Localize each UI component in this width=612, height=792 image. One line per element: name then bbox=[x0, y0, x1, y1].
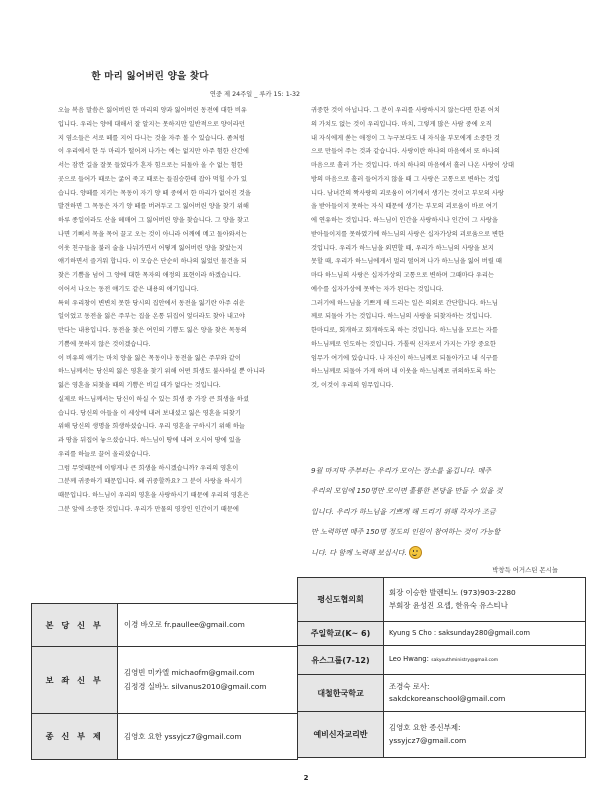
sermon-line: 얘기하면서 즐거워 합니다. 이 모습은 단순히 하나의 잃었던 물건을 되 bbox=[58, 258, 247, 266]
sermon-line: 하느님께로 되돌아 가게 하며 내 이웃을 하느님께로 귀의하도록 하는 bbox=[311, 368, 496, 376]
notice-line: 우리의 모임에 150명만 모이면 훌륭한 본당을 만들 수 있을 것 bbox=[311, 486, 503, 496]
sermon-line: 이어서 나오는 동전 얘기도 같은 내용의 얘기입니다. bbox=[58, 285, 199, 293]
sermon-line: 하루 종일이라도 산을 헤매여 그 잃어버린 양을 찾습니다. 그 양을 찾고 bbox=[58, 217, 249, 224]
notice-box bbox=[311, 457, 555, 566]
notice-line: 입니다. 우리가 하느님을 기쁘게 해 드리기 위해 각자가 조금 bbox=[311, 506, 496, 516]
sermon-line: 마음으로 흘러 가는 것입니다. 마치 하나의 마음에서 흘러 나온 사랑이 상대 bbox=[311, 162, 514, 169]
sermon-subtitle: 연중 제 24주일 _ 루카 15: 1-32 bbox=[209, 91, 300, 98]
contact-value bbox=[384, 646, 586, 675]
contact-value bbox=[384, 622, 586, 646]
sermon-line: 특히 우리창이 변변치 못한 당시의 집안에서 동전을 잃기란 아주 쉬운 bbox=[58, 299, 245, 307]
contact-line: 회장 이승한 발렌티노 (973)903-2280 bbox=[389, 588, 516, 597]
sermon-line: 오늘 복음 말씀은 잃어버린 한 마리의 양과 잃어버린 동전에 대한 비유 bbox=[58, 107, 247, 114]
ministry-contacts-table bbox=[297, 577, 586, 758]
contact-row-korean-school bbox=[298, 675, 586, 712]
contact-label: 본 당 신 부 bbox=[32, 604, 118, 647]
contact-line: sakyouthministry@gmail.com bbox=[431, 657, 499, 663]
contact-line: 부회장 윤성진 요셉, 한유숙 유스티나 bbox=[389, 600, 508, 610]
sermon-line: 서는 잠깐 길을 잘못 들었다가 혼자 힘으로는 되돌아 올 수 없는 험한 bbox=[58, 162, 243, 169]
contact-label: 종 신 부 제 bbox=[32, 714, 118, 760]
sermon-line: 습니다. 양떼를 지키는 목동이 자기 양 떼 중에서 한 마리가 없어진 것을 bbox=[58, 189, 251, 197]
contact-row-deacon bbox=[32, 714, 298, 760]
clergy-contacts-table bbox=[31, 603, 298, 760]
sermon-line: 임무가 여기에 있습니다. 나 자신이 하느님께로 되돌아가고 내 식구를 bbox=[311, 354, 498, 362]
contact-row-council bbox=[298, 578, 586, 622]
sermon-line: 예수를 십자가상에 못박는 자가 된다는 것입니다. bbox=[311, 285, 444, 293]
contact-line: sakdckoreanschool@gmail.com bbox=[389, 694, 506, 703]
sermon-line: 그럼 무엇때문에 이렇게나 큰 희생을 하시겠습니까? 우리의 영혼이 bbox=[58, 464, 239, 472]
sermon-line: 찾은 기쁨을 넘어 그 양에 대한 목자의 애정의 표현이라 하겠습니다. bbox=[58, 272, 241, 279]
sermon-line: 받아들이지를 못하였기에 하느님의 사랑은 십자가상의 괴로움으로 변한 bbox=[311, 230, 505, 238]
sermon-line: 마다 하느님의 사랑은 십자가상의 고통으로 변하며 그때마다 우리는 bbox=[311, 272, 494, 279]
contact-value bbox=[384, 578, 586, 622]
sermon-line: 방의 마음으로 흘러 들어가지 않을 때 그 사랑은 고통으로 변하는 것입 bbox=[311, 175, 500, 183]
sermon-column-left bbox=[58, 104, 298, 517]
notice-line: 9월 마지막 주부터는 우리가 모이는 장소를 옮깁니다. 매주 bbox=[311, 466, 492, 476]
sermon-column-right bbox=[311, 104, 555, 393]
sermon-line: 일이었고 동전을 잃은 주부는 집을 온통 뒤집어 엎더라도 찾아 내고야 bbox=[58, 313, 245, 321]
notice-line: 니다. 다 함께 노력해 보십시다. bbox=[311, 546, 555, 560]
sermon-line: 니다. 남녀간의 짝사랑의 괴로움이 여기에서 생기는 것이고 부모의 사랑 bbox=[311, 189, 504, 197]
contact-line: Kyung S Cho : saksunday280@gmail.com bbox=[389, 629, 530, 638]
contact-line: 김정경 실바노 silvanus2010@gmail.com bbox=[124, 682, 267, 691]
sermon-line: 못할 때, 우리가 하느님에게서 멀리 떨어져 나가 하느님을 잃어 버릴 때 bbox=[311, 258, 502, 266]
sermon-line: 것, 이것이 우리의 임무입니다. bbox=[311, 382, 394, 389]
contact-line: 조경숙 로사: bbox=[389, 681, 430, 691]
sermon-line: 발견하면 그 목동은 자기 양 떼를 버려두고 그 잃어버린 양을 찾기 위해 bbox=[58, 203, 249, 211]
sermon-line: 하느님께로 인도하는 것입니다. 가톨릭 신자로서 가지는 가장 중요한 bbox=[311, 340, 496, 348]
sermon-line: 하느님께서는 당신의 잃은 영혼을 찾기 위해 어떤 희생도 불사하실 뿐 아니라 bbox=[58, 368, 266, 376]
contact-label: 대철한국학교 bbox=[298, 675, 384, 712]
sermon-line: 한마디로, 회개하고 회개하도록 하는 것입니다. 하느님을 모르는 자를 bbox=[311, 327, 498, 334]
contact-label: 유스그룹(7-12) bbox=[298, 646, 384, 675]
sermon-line: 을 받아들이지 못하는 자식 때문에 생기는 부모의 괴로움이 바로 여기 bbox=[311, 203, 498, 211]
contact-label: 주일학교(K~ 6) bbox=[298, 622, 384, 646]
contact-line: yssyjcz7@gmail.com bbox=[389, 735, 467, 745]
sermon-line: 습니다. 당신의 아들을 이 세상에 내려 보내셨고 잃은 영혼을 되찾기 bbox=[58, 409, 241, 417]
page-number: 2 bbox=[303, 774, 309, 782]
sermon-line: 의 가치도 없는 것이 우리입니다. 마치, 그렇게 많은 사람 중에 오직 bbox=[311, 120, 492, 128]
sermon-line: 지 염소들은 서로 떼를 지어 다니는 것을 자주 볼 수 있습니다. 좀처럼 bbox=[58, 134, 245, 142]
contact-label: 보 좌 신 부 bbox=[32, 647, 118, 714]
sermon-line: 곳으로 들어가 때로는 굶어 죽고 때로는 들짐승한테 잡아 먹힐 수가 있 bbox=[58, 175, 247, 183]
sermon-line: 께로 되돌아 가는 것입니다. 하느님의 사랑을 되찾자하는 것입니다. bbox=[311, 313, 492, 321]
contact-label: 평신도협의회 bbox=[298, 578, 384, 622]
sermon-line: 그러기에 하느님을 기쁘게 해 드리는 일은 의외로 간단합니다. 하느님 bbox=[311, 299, 498, 307]
sermon-line: 이 우리에서 한 두 마리가 떨어져 나가는 예는 없지만 아주 험한 산간에 bbox=[58, 148, 249, 156]
contact-value bbox=[118, 647, 298, 714]
contact-row-youth bbox=[298, 646, 586, 675]
contact-line: 이경 바오로 fr.paullee@gmail.com bbox=[124, 620, 245, 629]
contact-value bbox=[384, 712, 586, 758]
sermon-line: 만다는 내용입니다. 동전을 찾은 여인의 기쁨도 잃은 양을 찾은 목동의 bbox=[58, 327, 247, 334]
contact-row-catechism bbox=[298, 712, 586, 758]
sermon-line: 내 자식에게 쏟는 애정이 그 누구보다도 내 자식을 부모에게 소중한 것 bbox=[311, 134, 500, 142]
sermon-line: 그분께 귀중하기 때문입니다. 왜 귀중할까요? 그 분이 사랑을 하시기 bbox=[58, 478, 243, 486]
sermon-line: 우리를 하늘로 끌어 올리셨습니다. bbox=[58, 450, 151, 458]
contact-value bbox=[118, 714, 298, 760]
contact-line: Leo Hwang: bbox=[389, 654, 429, 663]
contact-value bbox=[384, 675, 586, 712]
contact-row-pastor bbox=[32, 604, 298, 647]
sermon-line: 그분 앞에 소중한 것입니다. 우리가 만물의 영장인 인간이기 때문에 bbox=[58, 505, 239, 513]
sermon-line: 것입니다. 우리가 하느님을 외면할 때, 우리가 하느님의 사랑을 보지 bbox=[311, 244, 494, 252]
sermon-title: 한 마리 잃어버린 양을 찾다 bbox=[91, 71, 209, 82]
sermon-line: 위해 당신의 생명을 희생하셨습니다. 우리 영혼을 구하시기 위해 하늘 bbox=[58, 423, 245, 431]
sermon-line: 입니다. 우리는 양에 대해서 잘 알지는 못하지만 일반적으로 양이라던 bbox=[58, 120, 245, 128]
contact-label: 예비신자교리반 bbox=[298, 712, 384, 758]
sermon-line: 때문입니다. 하느님이 우리의 영혼을 사랑하시기 때문에 우리의 영혼은 bbox=[58, 492, 249, 499]
contact-line: 김영빈 미카엘 michaofm@gmail.com bbox=[124, 668, 255, 677]
contact-value bbox=[118, 604, 298, 647]
sermon-line: 이 비유의 얘기는 마치 양을 잃은 목동이나 동전을 잃은 주부와 같이 bbox=[58, 354, 241, 362]
contact-row-associate bbox=[32, 647, 298, 714]
notice-line: 만 노력하면 매주 150명 정도의 인원이 참여하는 것이 가능할 bbox=[311, 527, 501, 537]
smiley-icon bbox=[409, 546, 422, 559]
signature: 박창득 어거스틴 몬시뇰 bbox=[492, 566, 558, 574]
sermon-line: 실제로 하느님께서는 당신이 하실 수 있는 희생 중 가장 큰 희생을 하셨 bbox=[58, 395, 249, 403]
sermon-line: 잃은 영혼을 되찾을 때의 기쁨은 비길 데가 없다는 것입니다. bbox=[58, 382, 221, 389]
sermon-line: 과 땅을 뒤집어 놓으셨습니다. 하느님이 땅에 내려 오시어 땅에 있을 bbox=[58, 437, 241, 444]
contact-line: 김영호 요한 yssyjcz7@gmail.com bbox=[124, 731, 242, 741]
sermon-line: 이웃 친구들을 불러 술을 나눠가면서 어떻게 잃어버린 양을 찾았는지 bbox=[58, 244, 243, 252]
contact-line: 김영호 요한 종신부제: bbox=[389, 723, 461, 732]
sermon-line: 기쁨에 못하지 않은 것이겠습니다. bbox=[58, 340, 151, 348]
sermon-line: 에 연유하는 것입니다. 하느님이 인간을 사랑하시나 인간이 그 사랑을 bbox=[311, 217, 498, 224]
contact-row-sunday-school bbox=[298, 622, 586, 646]
sermon-line: 나면 기뻐서 목을 목어 끌고 오는 것이 아니라 어깨에 메고 돌아와서는 bbox=[58, 230, 247, 238]
sermon-line: 으로 만들어 주는 것과 같습니다. 사랑이란 하나의 마음에서 또 하나의 bbox=[311, 148, 500, 156]
sermon-line: 귀중한 것이 아닙니다. 그 분이 우리를 사랑하시지 않는다면 한푼 어치 bbox=[311, 107, 500, 114]
